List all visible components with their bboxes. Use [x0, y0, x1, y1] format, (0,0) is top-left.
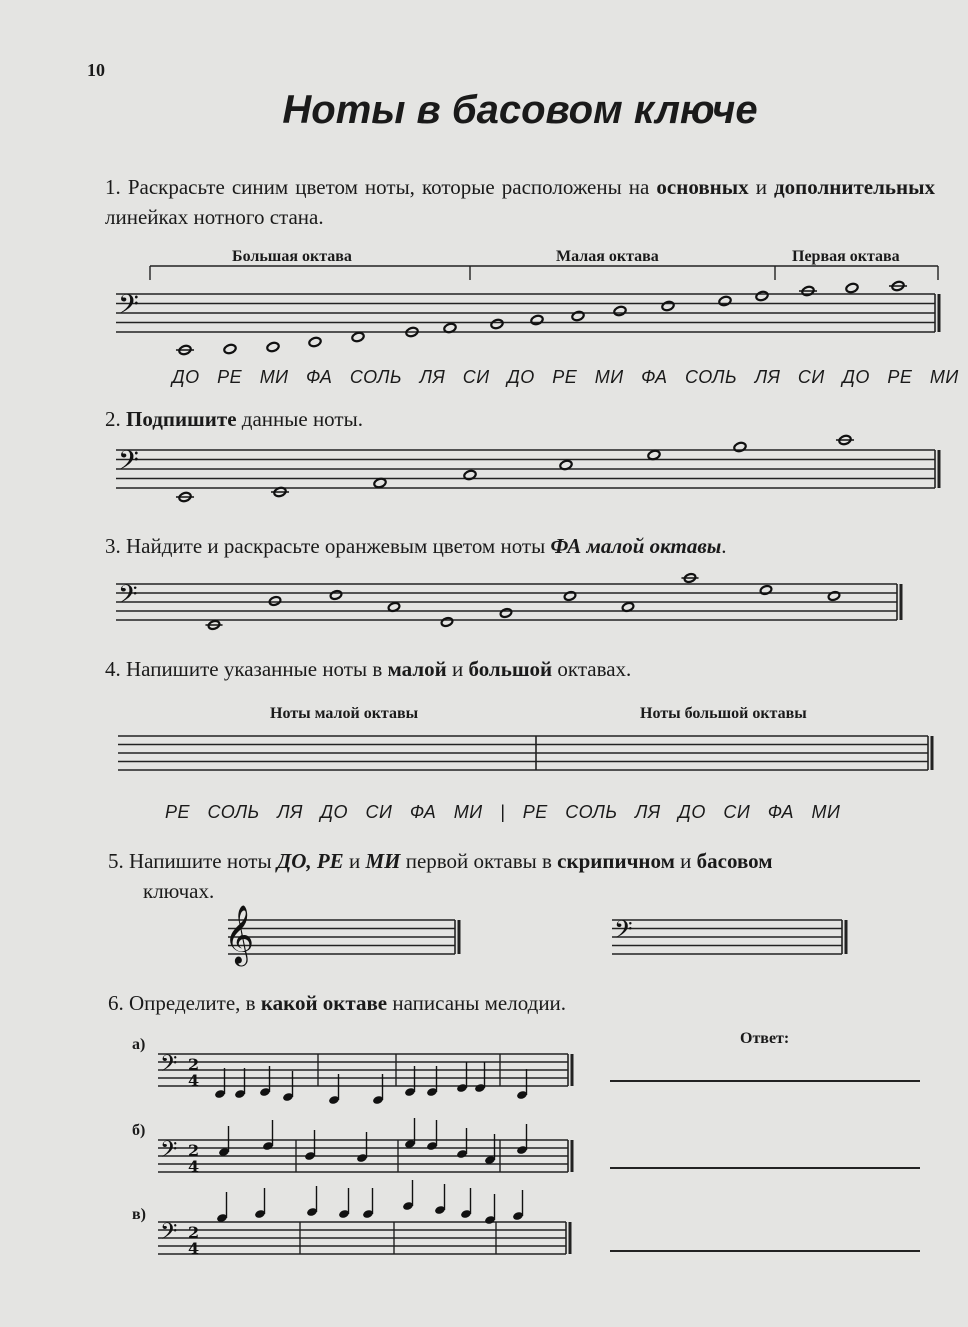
- bass-clef-icon: 𝄢: [614, 915, 633, 950]
- whole-note: [755, 290, 769, 301]
- octave-label-first: Первая октава: [792, 248, 900, 265]
- task-4-part: октавах.: [552, 657, 632, 681]
- task-5-bold: ДО, РЕ: [276, 849, 344, 873]
- whole-note: [613, 305, 627, 316]
- whole-note: [718, 295, 732, 306]
- octave-label-small: Малая октава: [556, 248, 659, 265]
- task-3-part: .: [721, 534, 727, 558]
- whole-note: [661, 300, 675, 311]
- whole-note: [330, 590, 343, 601]
- time-signature-top: 2: [188, 1223, 200, 1242]
- task-4-bold: малой: [387, 657, 447, 681]
- task-4-note-names: РЕ СОЛЬ ЛЯ ДО СИ ФА МИ | РЕ СОЛЬ ЛЯ ДО СИ ФА МИ: [165, 802, 841, 822]
- task-5-text-cont: ключах.: [143, 879, 215, 903]
- task-5-bold: скрипичном: [557, 849, 675, 873]
- time-signature-bottom: 4: [188, 1071, 200, 1090]
- whole-note: [564, 591, 577, 602]
- task-4-part: 4. Напишите указанные ноты в: [105, 657, 388, 681]
- page-title: Ноты в басовом ключе: [282, 88, 758, 132]
- whole-note: [500, 608, 513, 619]
- whole-note: [571, 310, 585, 321]
- time-signature-bottom: 4: [188, 1157, 200, 1176]
- task-5-part: 5. Напишите ноты: [108, 849, 277, 873]
- task-4-part: и: [446, 657, 469, 681]
- treble-clef-icon: 𝄞: [224, 905, 255, 965]
- task-6-bold: какой октаве: [260, 991, 388, 1015]
- whole-note: [441, 617, 454, 628]
- melody-label-a: а): [132, 1036, 146, 1053]
- bass-clef-icon: 𝄢: [160, 1050, 178, 1082]
- task-2-part: 2.: [105, 407, 126, 431]
- task-4-right-label: Ноты большой октавы: [640, 705, 807, 722]
- task-4-left-label: Ноты малой октавы: [270, 705, 419, 722]
- task-6-part: написаны мелодии.: [387, 991, 567, 1015]
- task-6-part: 6. Определите, в: [108, 991, 261, 1015]
- task-2-bold: Подпишите: [126, 407, 237, 431]
- whole-note: [266, 341, 280, 352]
- whole-note: [351, 331, 365, 342]
- whole-note: [490, 318, 504, 329]
- whole-note: [760, 585, 773, 596]
- bass-clef-icon: 𝄢: [118, 580, 138, 616]
- whole-note: [828, 591, 841, 602]
- task-1-part: и: [748, 175, 775, 199]
- task-5-part: и: [343, 849, 366, 873]
- task-5-part: и: [674, 849, 697, 873]
- melody-label-b: б): [132, 1122, 146, 1139]
- task-3-part: 3. Найдите и раскрасьте оранжевым цветом ноты: [105, 534, 551, 558]
- bass-clef-icon: 𝄢: [160, 1136, 178, 1168]
- page-number: 10: [87, 60, 105, 80]
- whole-note: [733, 441, 747, 452]
- task-2-part: данные ноты.: [236, 407, 363, 431]
- task-5-bold: басовом: [696, 849, 773, 873]
- task-5-bold: МИ: [365, 849, 401, 873]
- whole-note: [845, 282, 859, 293]
- task-1-part: линейках нотного стана.: [105, 205, 324, 229]
- bass-clef-icon: 𝄢: [118, 288, 139, 327]
- time-signature-bottom: 4: [188, 1239, 200, 1258]
- octave-label-large: Большая октава: [232, 248, 352, 265]
- whole-note: [530, 314, 544, 325]
- task-3-bold: ФА малой октавы: [550, 534, 722, 558]
- bass-clef-icon: 𝄢: [160, 1218, 178, 1250]
- task-1-part: 1. Раскрасьте синим цветом ноты, которые расположены на: [105, 175, 657, 199]
- bass-clef-icon: 𝄢: [118, 444, 139, 483]
- task-5-part: первой октавы в: [400, 849, 558, 873]
- task-1-bold: дополнительных: [774, 175, 935, 199]
- melody-label-c: в): [132, 1206, 146, 1223]
- whole-note: [223, 343, 237, 354]
- time-signature-top: 2: [188, 1141, 200, 1160]
- whole-note: [308, 336, 322, 347]
- task-1-note-names: ДО РЕ МИ ФА СОЛЬ ЛЯ СИ ДО РЕ МИ ФА СОЛЬ ЛЯ СИ ДО РЕ МИ: [172, 367, 959, 387]
- task-4-bold: большой: [468, 657, 553, 681]
- whole-note: [269, 596, 282, 607]
- task-1-bold: основных: [656, 175, 749, 199]
- answer-label: Ответ:: [740, 1030, 790, 1047]
- time-signature-top: 2: [188, 1055, 200, 1074]
